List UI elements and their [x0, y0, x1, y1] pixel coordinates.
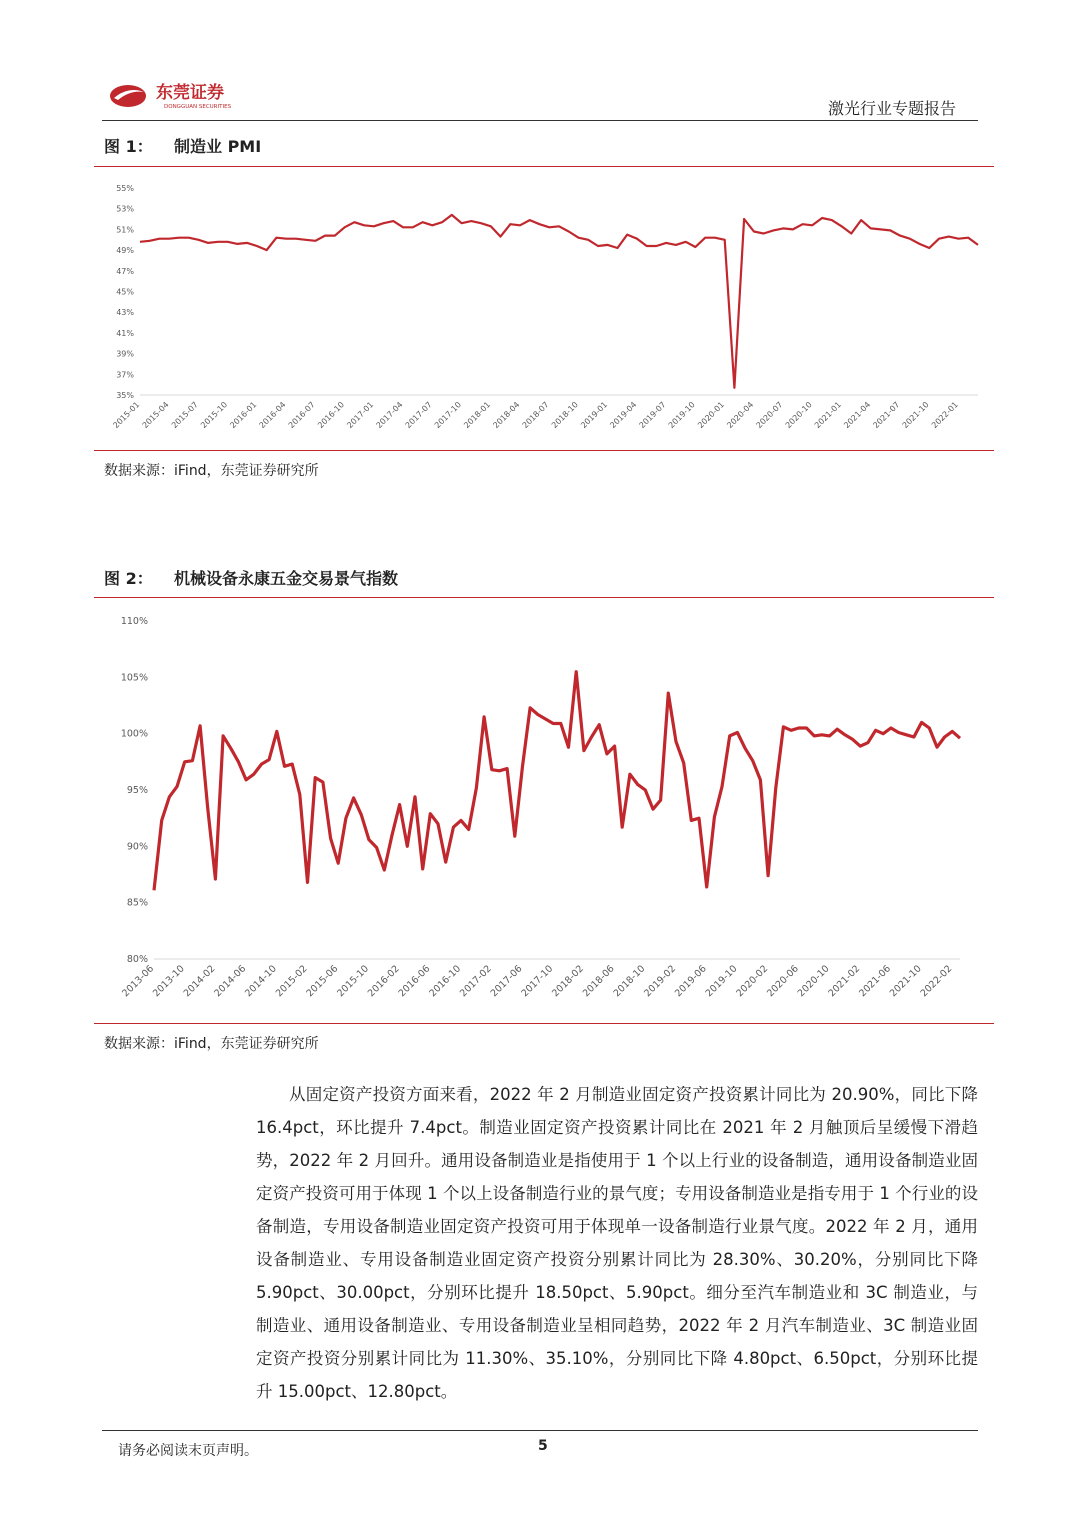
x-tick-label: 2017-02	[458, 963, 494, 1000]
x-tick-label: 2016-10	[427, 963, 464, 1000]
x-tick-label: 2018-10	[611, 963, 648, 1000]
y-tick-label: 85%	[126, 897, 148, 909]
x-tick-label: 2021-10	[900, 400, 931, 431]
series-line	[154, 672, 960, 891]
x-tick-label: 2019-01	[579, 400, 610, 431]
x-tick-label: 2014-10	[243, 963, 279, 1000]
x-tick-label: 2020-04	[725, 400, 756, 431]
figure2-label: 图 2：	[104, 569, 153, 588]
logo-brand-cn: 东莞证券	[156, 83, 224, 103]
pmi-chart	[94, 170, 994, 448]
x-tick-label: 2019-02	[642, 963, 679, 1000]
x-tick-label: 2019-10	[703, 963, 740, 1000]
x-tick-label: 2021-10	[887, 963, 924, 1000]
x-tick-label: 2015-10	[335, 963, 372, 1000]
x-tick-label: 2016-01	[228, 400, 259, 431]
x-tick-label: 2020-10	[783, 400, 814, 431]
x-tick-label: 2015-01	[111, 400, 142, 431]
x-tick-label: 2016-02	[365, 963, 402, 1000]
report-title: 激光行业专题报告	[827, 99, 956, 118]
x-tick-label: 2017-01	[345, 400, 376, 431]
figure2-title: 机械设备永康五金交易景气指数	[174, 569, 399, 588]
y-tick-label: 80%	[126, 954, 148, 965]
logo-brand-en: DONGGUAN SECURITIES	[164, 104, 232, 110]
y-tick-label: 41%	[116, 328, 134, 338]
y-tick-label: 53%	[116, 204, 134, 214]
x-tick-label: 2016-10	[316, 400, 347, 431]
figure2-source: 数据来源：iFind，东莞证券研究所	[104, 1036, 319, 1052]
x-tick-label: 2014-02	[181, 963, 218, 1000]
y-tick-label: 47%	[116, 266, 134, 276]
x-tick-label: 2013-06	[120, 963, 157, 1000]
x-tick-label: 2018-06	[580, 963, 617, 1000]
x-tick-label: 2018-02	[550, 963, 586, 1000]
x-tick-label: 2019-10	[666, 400, 697, 431]
x-tick-label: 2021-01	[812, 400, 843, 431]
x-tick-label: 2022-02	[918, 963, 955, 1000]
y-tick-label: 35%	[116, 391, 134, 400]
figure2-bottom-rule	[94, 1023, 994, 1024]
page-number: 5	[538, 1438, 548, 1454]
x-tick-label: 2016-06	[396, 963, 433, 1000]
x-tick-label: 2014-06	[212, 963, 249, 1000]
x-tick-label: 2017-04	[374, 400, 405, 431]
analysis-paragraph: 从固定资产投资方面来看，2022 年 2 月制造业固定资产投资累计同比为 20.90%，同比下降 16.4pct，环比提升 7.4pct。制造业固定资产投资累计同比在 2021 年 2 月触顶后呈缓慢下滑趋势，2022 年 2 月回升。通用设备制造业是指使用于 1 个以上行业的设备制造，通用设备制造业固定资产投资可用于体现 1 个以上设备制造行业的景气度；专用设备制造业是指专用于 1 个行业的设备制造，专用设备制造业固定资产投资可用于体现单一设备制造行业景气度。2022 年 2 月，通用设备制造业、专用设备制造业固定资产投资分别累计同比为 28.30%、30.20%，分别同比下降 5.90pct、30.00pct，分别环比提升 18.50pct、5.90pct。细分至汽车制造业和 3C 制造业，与制造业、通用设备制造业、专用设备制造业呈相同趋势，2022 年 2 月汽车制造业、3C 制造业固定资产投资分别累计同比为 11.30%、35.10%，分别同比下降 4.80pct、6.50pct，分别环比提升 15.00pct、12.80pct。	[256, 1085, 978, 1401]
x-tick-label: 2017-10	[432, 400, 463, 431]
x-tick-label: 2016-07	[286, 400, 317, 431]
x-tick-label: 2019-04	[608, 400, 639, 431]
y-tick-label: 39%	[116, 349, 134, 359]
y-tick-label: 90%	[126, 841, 148, 853]
y-tick-label: 43%	[116, 308, 134, 318]
x-tick-label: 2020-07	[754, 400, 785, 431]
x-tick-label: 2020-10	[795, 963, 832, 1000]
x-tick-label: 2015-02	[273, 963, 310, 1000]
x-tick-label: 2020-02	[734, 963, 771, 1000]
header-rule	[102, 120, 978, 121]
x-tick-label: 2020-06	[765, 963, 801, 1000]
x-tick-label: 2017-10	[519, 963, 556, 1000]
x-tick-label: 2021-07	[871, 400, 902, 431]
y-tick-label: 45%	[116, 287, 134, 297]
figure1-source: 数据来源：iFind，东莞证券研究所	[104, 463, 319, 479]
x-tick-label: 2018-10	[549, 400, 580, 431]
y-tick-label: 105%	[120, 672, 148, 684]
x-tick-label: 2015-06	[304, 963, 341, 1000]
y-tick-label: 51%	[116, 225, 134, 235]
hardware-index-chart	[94, 602, 994, 1022]
figure1-caption	[104, 134, 261, 157]
figure2-caption	[104, 566, 398, 589]
figure1-title: 制造业 PMI	[174, 137, 262, 156]
y-tick-label: 95%	[126, 785, 148, 796]
x-tick-label: 2018-07	[520, 400, 551, 431]
x-tick-label: 2018-04	[491, 400, 522, 431]
x-tick-label: 2021-06	[857, 963, 894, 1000]
footer-rule	[102, 1430, 978, 1431]
x-tick-label: 2015-07	[169, 400, 200, 431]
y-tick-label: 49%	[116, 246, 134, 256]
figure1-top-rule	[94, 166, 994, 167]
y-tick-label: 37%	[116, 370, 134, 380]
x-tick-label: 2019-06	[672, 963, 709, 1000]
disclaimer-note: 请务必阅读末页声明。	[118, 1443, 258, 1459]
y-tick-label: 100%	[120, 728, 148, 740]
series-line	[140, 215, 978, 388]
x-tick-label: 2022-01	[929, 400, 960, 431]
figure1-bottom-rule	[94, 450, 994, 451]
x-tick-label: 2021-04	[842, 400, 873, 431]
x-tick-label: 2020-01	[696, 400, 727, 431]
x-tick-label: 2018-01	[462, 400, 493, 431]
figure1-label: 图 1：	[104, 137, 153, 156]
x-tick-label: 2019-07	[637, 400, 668, 431]
x-tick-label: 2017-06	[488, 963, 525, 1000]
x-tick-label: 2013-10	[150, 963, 187, 1000]
x-tick-label: 2015-10	[199, 400, 230, 431]
y-tick-label: 110%	[120, 616, 148, 627]
logo-mark	[110, 85, 146, 107]
y-tick-label: 55%	[116, 184, 134, 193]
figure2-top-rule	[94, 597, 994, 598]
x-tick-label: 2016-04	[257, 400, 288, 431]
x-tick-label: 2015-04	[140, 400, 171, 431]
x-tick-label: 2017-07	[403, 400, 434, 431]
brand-logo	[108, 80, 308, 112]
x-tick-label: 2021-02	[826, 963, 863, 1000]
